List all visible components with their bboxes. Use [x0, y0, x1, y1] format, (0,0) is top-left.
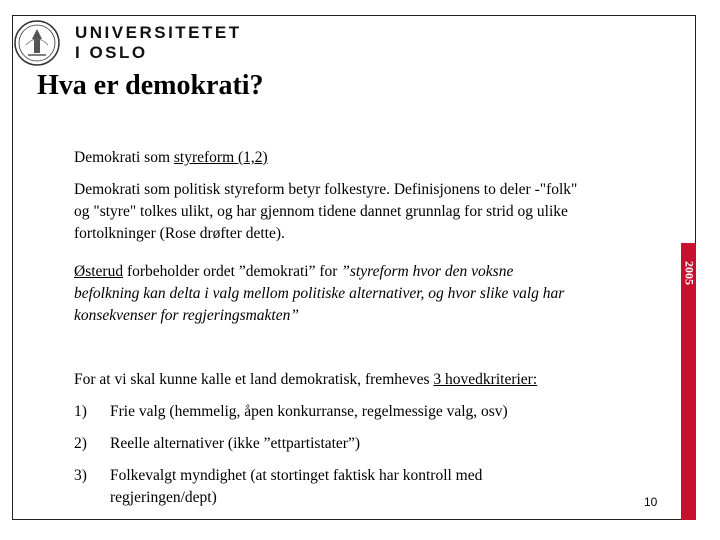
- university-name: [75, 23, 242, 63]
- logo-line-1: UNIVERSITETET: [75, 23, 242, 42]
- year-label: 2005: [682, 261, 696, 285]
- osterud-paragraph: Østerud forbeholder ordet ”demokrati” for ”styreform hvor den voksne befolkning kan delta i valg mellom politiske alternativer, og hvor slike valg har konsekvenser for regjeringsmakten”: [74, 261, 564, 327]
- list-item: Frie valg (hemmelig, åpen konkurranse, regelmessige valg, osv): [110, 403, 508, 420]
- definition-line-3: fortolkninger (Rose drøfter dette).: [74, 225, 285, 242]
- osterud-line-2: befolkning kan delta i valg mellom politiske alternativer, og hvor slike valg har: [74, 285, 565, 302]
- osterud-link[interactable]: Østerud: [74, 263, 124, 280]
- criteria-link[interactable]: 3 hovedkriterier:: [433, 371, 538, 388]
- definition-line-2: og "styre" tolkes ulikt, og har gjennom tidene dannet grunnlag for strid og ulike: [74, 203, 568, 220]
- university-logo: [13, 17, 242, 69]
- criteria-intro: For at vi skal kunne kalle et land demokratisk, fremheves 3 hovedkriterier:: [74, 371, 538, 388]
- university-seal-icon: [13, 19, 61, 67]
- list-item-number: 2): [74, 435, 87, 452]
- slide-title: Hva er demokrati?: [37, 70, 264, 101]
- definition-paragraph: [74, 179, 577, 245]
- styreform-link[interactable]: styreform (1,2): [173, 149, 268, 166]
- list-item: Folkevalgt myndighet (at stortinget faktisk har kontroll med regjeringen/dept): [110, 467, 483, 506]
- definition-line-1: Demokrati som politisk styreform betyr folkestyre. Definisjonens to deler -"folk": [74, 181, 578, 198]
- logo-line-2: I OSLO: [75, 43, 148, 62]
- page-number: 10: [644, 495, 658, 509]
- section-heading: Demokrati som styreform (1,2): [74, 149, 268, 166]
- list-item: Reelle alternativer (ikke ”ettpartistater”): [110, 435, 361, 452]
- list-item-number: 1): [74, 403, 87, 420]
- list-item-number: 3): [74, 467, 87, 484]
- osterud-line-3: konsekvenser for regjeringsmakten”: [74, 307, 299, 324]
